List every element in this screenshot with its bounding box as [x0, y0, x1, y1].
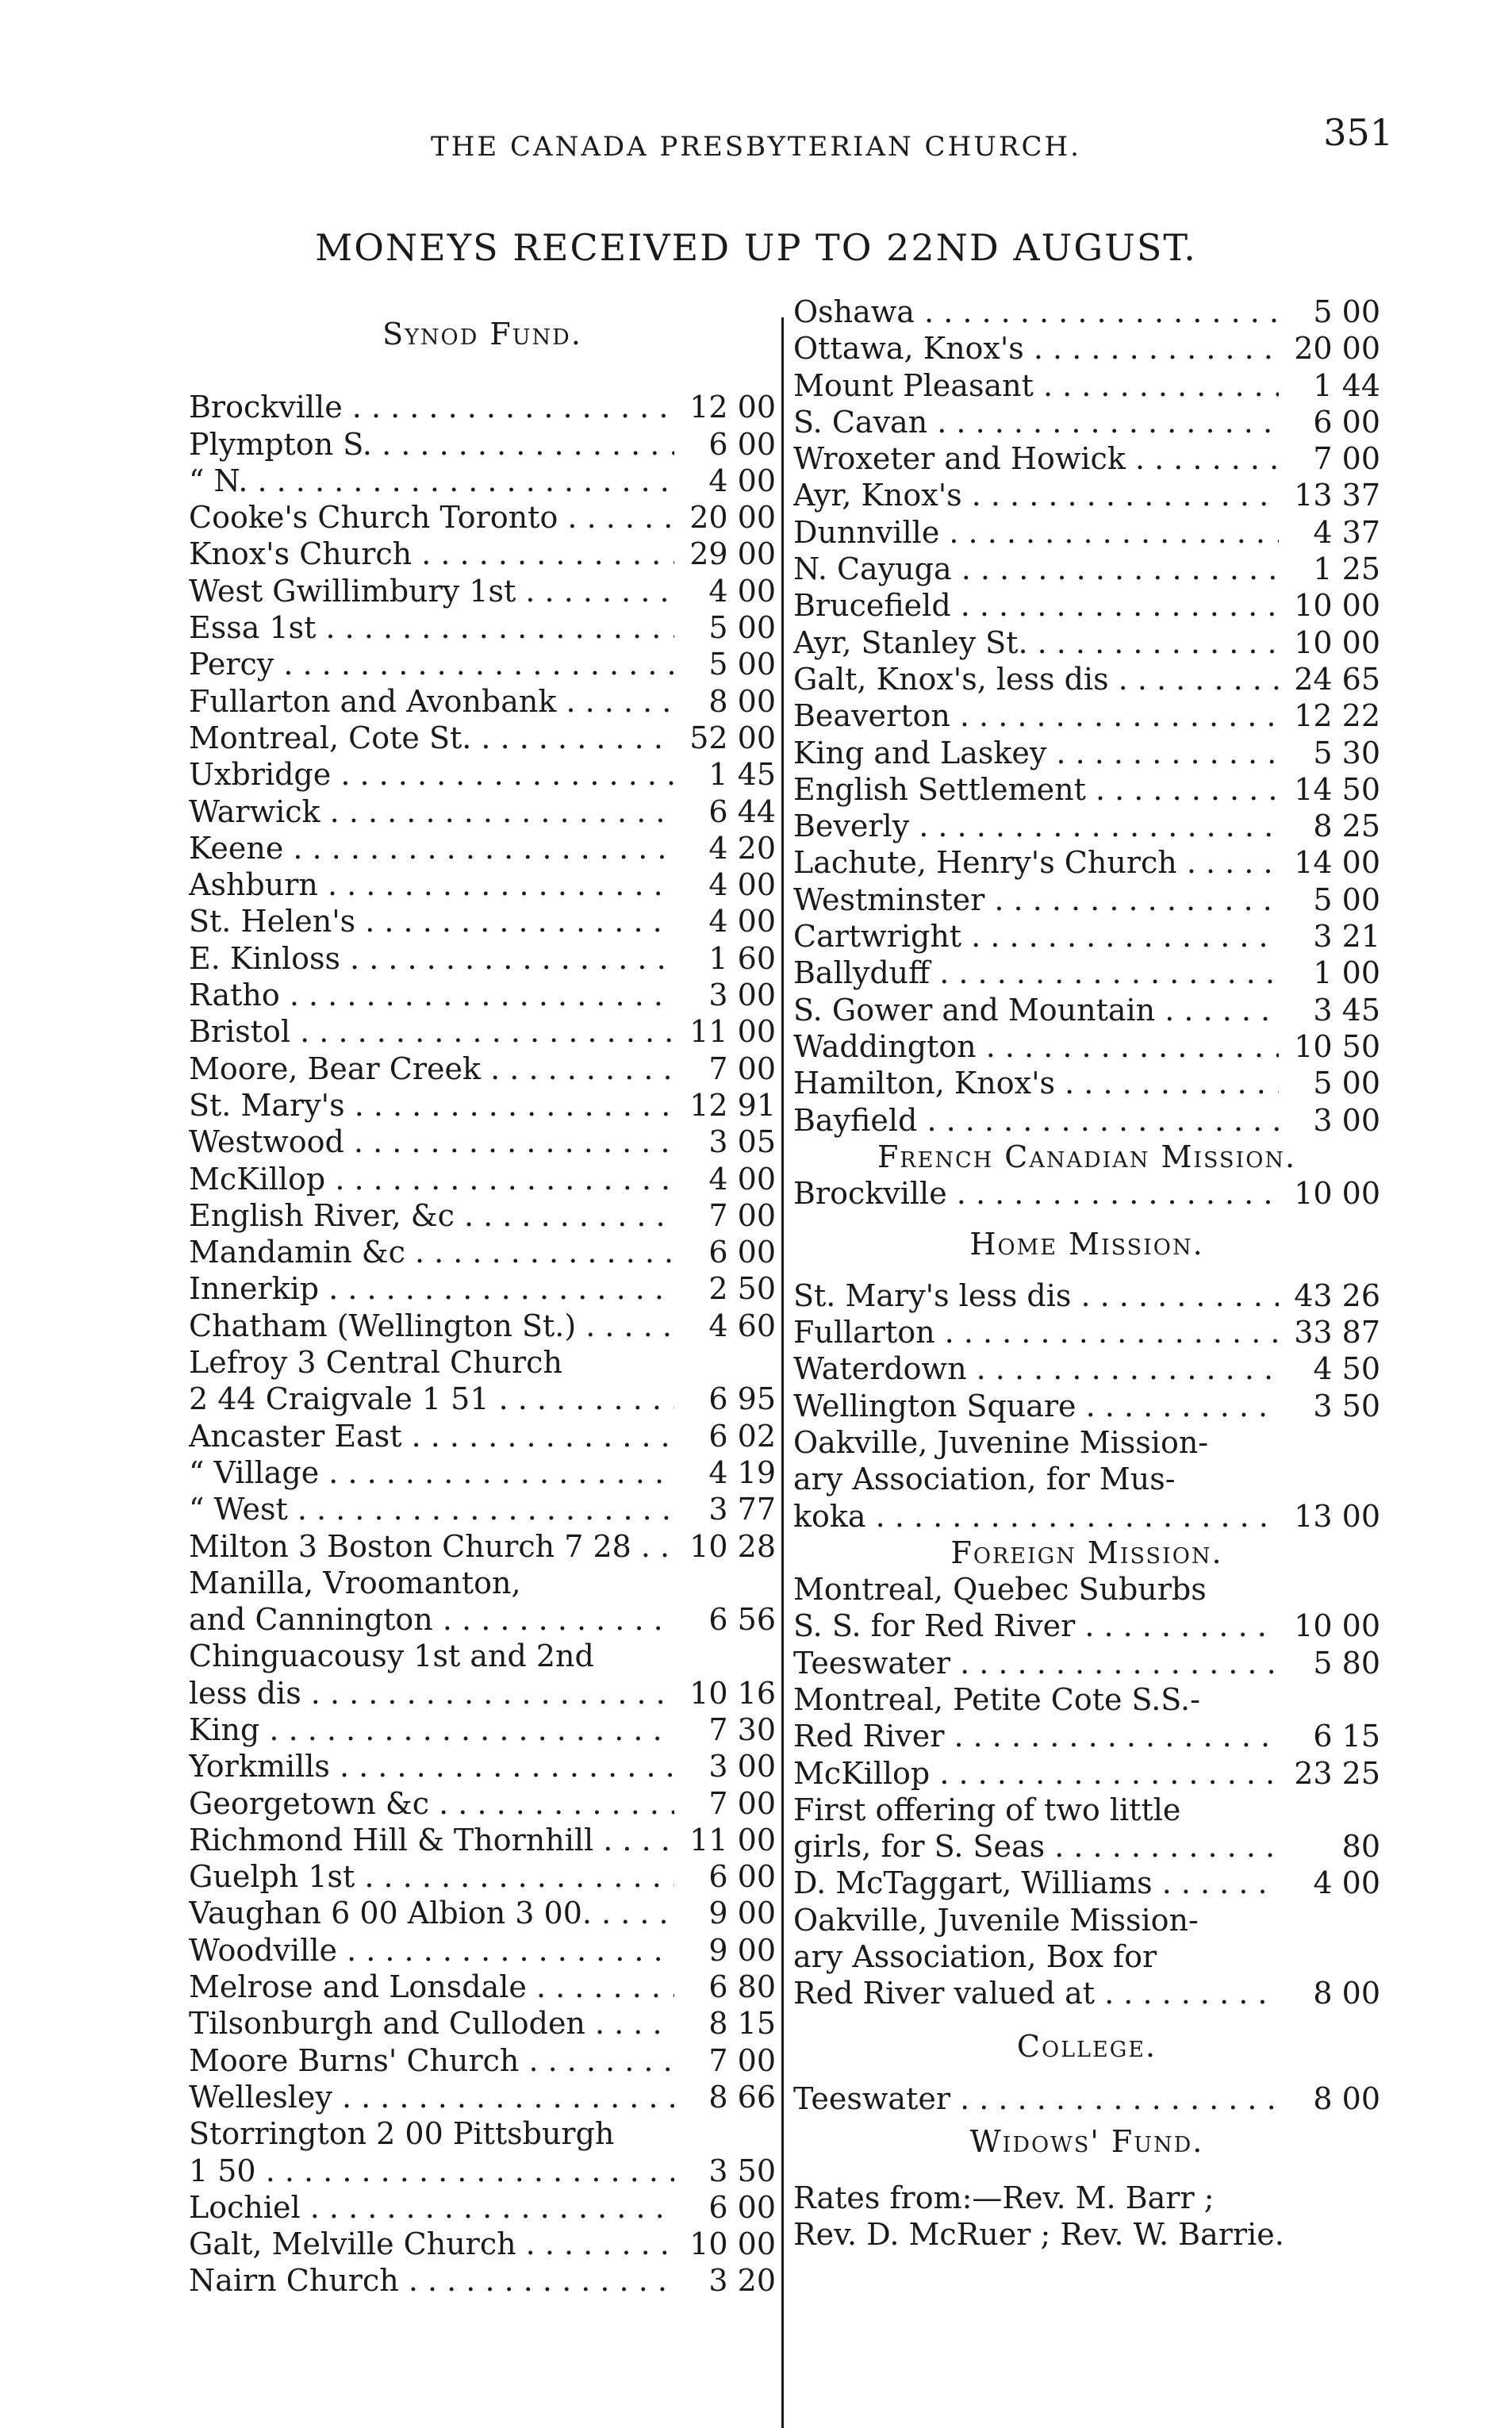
- entry-label: Georgetown &c . . .: [189, 1785, 674, 1822]
- entry-label: Westminster . . .: [793, 882, 1279, 918]
- entry-label: First offering of two little: [793, 1792, 1181, 1827]
- entry-label: Red River . . .: [793, 1718, 1279, 1754]
- right-column: [793, 294, 1380, 2253]
- entry-amount: 5 00: [1313, 1066, 1380, 1101]
- entry-amount: 6 80: [708, 1969, 776, 2005]
- list-item: [793, 1571, 1380, 1608]
- list-item: [189, 1969, 776, 2005]
- entry-amount: 24 65: [1294, 661, 1380, 697]
- entry-amount: 6 00: [708, 1859, 776, 1895]
- list-item: [793, 1975, 1380, 2011]
- entry-label: Vaughan 6 00 Albion 3 00. . . .: [189, 1895, 674, 1931]
- entry-label: Storrington 2 00 Pittsburgh: [189, 2116, 615, 2152]
- list-item: [793, 697, 1380, 734]
- list-item: [189, 1270, 776, 1307]
- entry-label: St. Helen's . . .: [189, 903, 674, 939]
- list-item: [189, 683, 776, 720]
- list-item: [189, 1308, 776, 1344]
- entry-amount: 14 50: [1294, 771, 1380, 807]
- entry-label: Plympton S. . . .: [189, 426, 674, 463]
- entry-label: Nairn Church . . .: [189, 2262, 674, 2299]
- list-item: [793, 330, 1380, 367]
- entry-label: McKillop . . .: [793, 1755, 1279, 1792]
- list-item: [793, 1102, 1380, 1139]
- entry-label: Guelph 1st . . .: [189, 1858, 674, 1895]
- entry-label: Bristol . . .: [189, 1013, 674, 1050]
- entry-label: and Cannington . . .: [189, 1601, 674, 1638]
- entry-amount: 3 50: [1313, 1388, 1380, 1423]
- list-item: [189, 903, 776, 939]
- list-item: [189, 1858, 776, 1895]
- list-item: [189, 940, 776, 977]
- entry-label: Bayfield . . .: [793, 1102, 1279, 1139]
- list-item: [793, 918, 1380, 955]
- list-item: [793, 1175, 1380, 1212]
- list-item: [189, 2153, 776, 2189]
- entry-amount: 8 00: [1313, 2080, 1380, 2116]
- list-item: [189, 1234, 776, 1270]
- list-item: [189, 2189, 776, 2226]
- list-item: [189, 1565, 776, 1601]
- entry-amount: 3 45: [1313, 992, 1380, 1028]
- entry-label: Melrose and Lonsdale . . .: [189, 1969, 674, 2005]
- entry-label: Westwood . . .: [189, 1124, 674, 1160]
- entry-amount: 10 00: [1294, 588, 1380, 624]
- entry-amount: 5 00: [1313, 882, 1380, 917]
- foreign-mission-list: [793, 1571, 1380, 2012]
- list-item: [189, 1051, 776, 1087]
- list-item: [189, 793, 776, 830]
- entry-label: E. Kinloss . . .: [189, 940, 674, 977]
- entry-amount: 6 02: [708, 1418, 776, 1454]
- list-item: [189, 1712, 776, 1748]
- entry-label: Beaverton . . .: [793, 697, 1279, 734]
- list-item: [189, 1675, 776, 1712]
- list-item: [189, 426, 776, 463]
- entry-label: Uxbridge . . .: [189, 756, 674, 793]
- widows-fund-text-2: Rev. D. McRuer ; Rev. W. Barrie.: [793, 2216, 1284, 2252]
- entry-amount: 8 66: [708, 2079, 776, 2115]
- list-item: [793, 1718, 1380, 1754]
- section-head-home-mission: Home Mission.: [969, 1227, 1204, 1262]
- entry-label: Montreal, Petite Cote S.S.-: [793, 1681, 1200, 1717]
- entry-amount: 1 45: [708, 757, 776, 793]
- entry-amount: 13 00: [1294, 1498, 1380, 1534]
- entry-label: Waterdown . . .: [793, 1350, 1279, 1387]
- entry-label: Ashburn . . .: [189, 866, 674, 903]
- entry-label: Dunnville . . .: [793, 514, 1279, 551]
- entry-label: Keene . . .: [189, 830, 674, 866]
- entry-label: less dis . . .: [189, 1675, 674, 1712]
- entry-amount: 3 05: [708, 1124, 776, 1160]
- list-item: [793, 367, 1380, 404]
- entry-amount: 43 26: [1294, 1277, 1380, 1313]
- entry-amount: 5 00: [708, 647, 776, 682]
- list-item: [793, 404, 1380, 440]
- list-item: [189, 1013, 776, 1050]
- list-item: [189, 1601, 776, 1638]
- list-item: [793, 1498, 1380, 1535]
- list-item: [793, 440, 1380, 477]
- entry-label: Richmond Hill & Thornhill . . .: [189, 1822, 674, 1858]
- list-item: [793, 844, 1380, 881]
- entry-label: Woodville . . .: [189, 1932, 674, 1969]
- entry-amount: 13 37: [1294, 478, 1380, 513]
- entry-amount: 10 50: [1294, 1028, 1380, 1064]
- list-item: [793, 2080, 1380, 2117]
- list-item: [793, 1828, 1380, 1865]
- list-item: [189, 1344, 776, 1381]
- list-item: [793, 771, 1380, 808]
- entry-label: Fullarton . . .: [793, 1314, 1279, 1350]
- entry-label: Manilla, Vroomanton,: [189, 1565, 521, 1600]
- entry-amount: 11 00: [689, 1014, 776, 1050]
- entry-label: Yorkmills . . .: [189, 1748, 674, 1785]
- list-item: [793, 551, 1380, 587]
- entry-label: S. Cavan . . .: [793, 404, 1279, 440]
- list-item: [189, 1822, 776, 1858]
- section-head-synod-fund: Synod Fund.: [382, 317, 582, 352]
- entry-amount: 1 60: [708, 940, 776, 976]
- entry-label: S. S. for Red River . . .: [793, 1608, 1279, 1644]
- entry-label: Brockville . . .: [189, 389, 674, 425]
- list-item: [189, 573, 776, 609]
- section-head-foreign-mission: Foreign Mission.: [950, 1535, 1223, 1570]
- list-item: [189, 1381, 776, 1417]
- list-item: [189, 720, 776, 756]
- entry-label: D. McTaggart, Williams . . .: [793, 1865, 1279, 1901]
- list-item: [793, 1277, 1380, 1314]
- entry-label: Galt, Knox's, less dis . . .: [793, 661, 1279, 697]
- entry-label: ary Association, for Mus-: [793, 1462, 1176, 1497]
- entry-label: Teeswater . . .: [793, 2080, 1279, 2117]
- list-item: [793, 1902, 1380, 1938]
- entry-label: Fullarton and Avonbank . . .: [189, 683, 674, 720]
- entry-amount: 1 00: [1313, 955, 1380, 991]
- entry-label: ary Association, Box for: [793, 1939, 1157, 1975]
- entry-label: Galt, Melville Church . . .: [189, 2226, 674, 2262]
- entry-label: 1 50 . . .: [189, 2153, 674, 2189]
- list-item: [189, 2005, 776, 2042]
- entry-amount: 5 00: [708, 610, 776, 646]
- entry-amount: 10 00: [689, 2226, 776, 2262]
- entry-label: Oshawa . . .: [793, 294, 1279, 330]
- entry-label: Essa 1st . . .: [189, 609, 674, 646]
- entry-amount: 4 00: [708, 463, 776, 498]
- entry-amount: 12 91: [689, 1087, 776, 1123]
- list-item: [793, 1792, 1380, 1828]
- entry-amount: 4 19: [708, 1454, 776, 1490]
- entry-amount: 2 50: [708, 1271, 776, 1307]
- entry-label: Cooke's Church Toronto . . .: [189, 499, 674, 536]
- entry-amount: 4 50: [1313, 1351, 1380, 1387]
- entry-amount: 8 15: [708, 2006, 776, 2042]
- entry-label: “ Village . . .: [189, 1454, 674, 1491]
- entry-label: Tilsonburgh and Culloden . . .: [189, 2005, 674, 2042]
- list-item: [189, 1932, 776, 1969]
- college-list: [793, 2080, 1380, 2117]
- entry-amount: 3 00: [1313, 1102, 1380, 1138]
- entry-label: Teeswater . . .: [793, 1645, 1279, 1681]
- list-item: [793, 1028, 1380, 1065]
- entry-amount: 6 95: [708, 1381, 776, 1417]
- entry-amount: 12 00: [689, 390, 776, 425]
- entry-amount: 9 00: [708, 1932, 776, 1968]
- entry-amount: 4 37: [1313, 514, 1380, 550]
- list-item: [189, 2115, 776, 2152]
- entry-label: Warwick . . .: [189, 793, 674, 830]
- entry-label: Wellesley . . .: [189, 2079, 674, 2115]
- entry-label: Lochiel . . .: [189, 2189, 674, 2226]
- entry-amount: 5 80: [1313, 1645, 1380, 1681]
- entry-amount: 6 44: [708, 793, 776, 829]
- entry-amount: 10 00: [1294, 624, 1380, 660]
- entry-label: Chinguacousy 1st and 2nd: [189, 1639, 594, 1674]
- entry-label: St. Mary's less dis . . .: [793, 1277, 1279, 1314]
- list-item: [793, 1865, 1380, 1901]
- entry-amount: 10 00: [1294, 1176, 1380, 1212]
- entry-label: Cartwright . . .: [793, 918, 1279, 955]
- entry-amount: 20 00: [689, 500, 776, 536]
- list-item: [793, 955, 1380, 991]
- list-item: [189, 646, 776, 682]
- entry-amount: 12 22: [1294, 698, 1380, 734]
- entry-label: 2 44 Craigvale 1 51 . . .: [189, 1381, 674, 1417]
- entry-label: Milton 3 Boston Church 7 28 . . .: [189, 1528, 674, 1565]
- left-column: [189, 316, 776, 2299]
- list-item: [189, 1161, 776, 1197]
- widows-fund-line-2: [793, 2216, 1380, 2253]
- entry-label: St. Mary's . . .: [189, 1087, 674, 1124]
- entry-label: Hamilton, Knox's . . .: [793, 1065, 1279, 1101]
- entry-amount: 4 00: [708, 1161, 776, 1197]
- list-item: [189, 866, 776, 903]
- list-item: [189, 389, 776, 425]
- entry-label: Beverly . . .: [793, 808, 1279, 844]
- entry-label: West Gwillimbury 1st . . .: [189, 573, 674, 609]
- entry-amount: 3 00: [708, 1749, 776, 1785]
- list-item: [793, 1681, 1380, 1718]
- list-item: [793, 587, 1380, 624]
- list-item: [793, 624, 1380, 661]
- entry-amount: 6 00: [1313, 404, 1380, 440]
- entry-amount: 80: [1341, 1829, 1380, 1865]
- entry-amount: 7 00: [1313, 441, 1380, 477]
- entry-amount: 6 00: [708, 1235, 776, 1270]
- list-item: [189, 1491, 776, 1527]
- list-item: [189, 609, 776, 646]
- entry-label: girls, for S. Seas . . .: [793, 1828, 1279, 1865]
- entry-label: Chatham (Wellington St.) . . .: [189, 1308, 674, 1344]
- list-item: [793, 1645, 1380, 1681]
- french-mission-list: [793, 1175, 1380, 1212]
- list-item: [189, 536, 776, 572]
- entry-amount: 33 87: [1294, 1315, 1380, 1350]
- entry-label: Ottawa, Knox's . . .: [793, 330, 1279, 367]
- entry-label: Wroxeter and Howick . . .: [793, 440, 1279, 477]
- entry-amount: 4 00: [708, 904, 776, 939]
- entry-label: “ West . . .: [189, 1491, 674, 1527]
- list-item: [793, 882, 1380, 918]
- column-divider: [781, 317, 784, 2428]
- entry-label: Percy . . .: [189, 646, 674, 682]
- entry-amount: 1 44: [1313, 367, 1380, 403]
- entry-amount: 4 00: [1313, 1865, 1380, 1901]
- list-item: [189, 1124, 776, 1160]
- entry-label: Waddington . . .: [793, 1028, 1279, 1065]
- entry-amount: 6 15: [1313, 1719, 1380, 1754]
- entry-label: Innerkip . . .: [189, 1270, 674, 1307]
- entry-amount: 8 25: [1313, 809, 1380, 844]
- entry-amount: 7 30: [708, 1712, 776, 1747]
- entry-label: N. Cayuga . . .: [793, 551, 1279, 587]
- synod-fund-list: [189, 389, 776, 2299]
- list-item: [189, 2226, 776, 2262]
- entry-label: koka . . .: [793, 1498, 1279, 1535]
- entry-label: King . . .: [189, 1712, 674, 1748]
- entry-amount: 5 00: [1313, 294, 1380, 329]
- entry-amount: 3 20: [708, 2263, 776, 2299]
- entry-amount: 10 28: [689, 1528, 776, 1564]
- home-mission-list: [793, 1277, 1380, 1535]
- list-item: [189, 1748, 776, 1785]
- entry-label: Red River valued at . . .: [793, 1975, 1279, 2011]
- entry-label: Montreal, Cote St. . . .: [189, 720, 674, 756]
- list-item: [189, 1454, 776, 1491]
- list-item: [189, 1418, 776, 1454]
- entry-amount: 4 00: [708, 867, 776, 903]
- entry-label: S. Gower and Mountain . . .: [793, 992, 1279, 1028]
- entry-label: Knox's Church . . .: [189, 536, 674, 572]
- entry-amount: 3 00: [708, 978, 776, 1013]
- entry-label: Moore, Bear Creek . . .: [189, 1051, 674, 1087]
- entry-amount: 20 00: [1294, 331, 1380, 367]
- entry-amount: 6 56: [708, 1602, 776, 1638]
- entry-label: Ballyduff . . .: [793, 955, 1279, 991]
- entry-amount: 4 00: [708, 573, 776, 609]
- entry-label: McKillop . . .: [189, 1161, 674, 1197]
- entry-label: Ayr, Stanley St. . . .: [793, 624, 1279, 661]
- entry-label: Lachute, Henry's Church . . .: [793, 844, 1279, 881]
- entry-label: Brucefield . . .: [793, 587, 1279, 624]
- list-item: [189, 830, 776, 866]
- entry-amount: 7 00: [708, 2042, 776, 2078]
- entry-amount: 3 77: [708, 1492, 776, 1527]
- entry-amount: 1 25: [1313, 551, 1380, 587]
- list-item: [793, 1350, 1380, 1387]
- list-item: [189, 1785, 776, 1822]
- entry-label: Ancaster East . . .: [189, 1418, 674, 1454]
- entry-label: Oakville, Juvenine Mission-: [793, 1424, 1209, 1460]
- entry-amount: 8 00: [1313, 1976, 1380, 2011]
- list-item: [793, 1755, 1380, 1792]
- list-item: [189, 2042, 776, 2079]
- running-head: THE CANADA PRESBYTERIAN CHURCH.: [431, 131, 1081, 163]
- entry-amount: 6 00: [708, 2189, 776, 2225]
- list-item: [793, 808, 1380, 844]
- entry-amount: 29 00: [689, 536, 776, 572]
- entry-amount: 9 00: [708, 1896, 776, 1931]
- entry-label: King and Laskey . . .: [793, 735, 1279, 771]
- section-head-widows-fund: Widows' Fund.: [969, 2124, 1204, 2160]
- list-item: [189, 977, 776, 1013]
- entry-label: English Settlement . . .: [793, 771, 1279, 808]
- entry-amount: 11 00: [689, 1822, 776, 1857]
- entry-amount: 52 00: [689, 720, 776, 755]
- list-item: [793, 294, 1380, 330]
- entry-label: “ N. . . .: [189, 463, 674, 499]
- entry-amount: 3 50: [708, 2153, 776, 2188]
- entry-amount: 4 60: [708, 1308, 776, 1343]
- entry-label: Ratho . . .: [189, 977, 674, 1013]
- list-item: [189, 1197, 776, 1234]
- entry-label: Ayr, Knox's . . .: [793, 477, 1279, 513]
- list-item: [793, 1424, 1380, 1461]
- entry-label: Wellington Square . . .: [793, 1388, 1279, 1424]
- entry-label: Montreal, Quebec Suburbs: [793, 1572, 1207, 1608]
- entry-amount: 7 00: [708, 1785, 776, 1821]
- list-item: [189, 2079, 776, 2115]
- entry-label: English River, &c . . .: [189, 1197, 674, 1234]
- entry-amount: 3 21: [1313, 919, 1380, 955]
- list-item: [793, 661, 1380, 697]
- list-item: [189, 1638, 776, 1674]
- list-item: [189, 463, 776, 499]
- entry-amount: 8 00: [708, 683, 776, 719]
- page-title: MONEYS RECEIVED UP TO 22ND AUGUST.: [315, 226, 1197, 269]
- entry-amount: 7 00: [708, 1051, 776, 1086]
- widows-fund-text-1: Rates from:—Rev. M. Barr ;: [793, 2180, 1215, 2215]
- widows-fund-line-1: [793, 2180, 1380, 2216]
- page-number: 351: [1323, 111, 1393, 154]
- entry-amount: 23 25: [1294, 1755, 1380, 1791]
- list-item: [189, 1087, 776, 1124]
- list-item: [793, 477, 1380, 513]
- list-item: [189, 2262, 776, 2299]
- list-item: [793, 1608, 1380, 1644]
- entry-label: Mandamin &c . . .: [189, 1234, 674, 1270]
- list-item: [793, 1938, 1380, 1975]
- list-item: [189, 499, 776, 536]
- entry-label: Mount Pleasant . . .: [793, 367, 1279, 404]
- entry-label: Lefroy 3 Central Church: [189, 1345, 562, 1381]
- list-item: [793, 1388, 1380, 1424]
- list-item: [189, 1528, 776, 1565]
- list-item: [793, 992, 1380, 1028]
- section-head-french-canadian-mission: French Canadian Mission.: [877, 1139, 1297, 1174]
- section-head-college: College.: [1016, 2028, 1157, 2064]
- list-item: [793, 1065, 1380, 1101]
- list-item: [189, 756, 776, 793]
- entry-label: Brockville . . .: [793, 1175, 1279, 1212]
- list-item: [793, 735, 1380, 771]
- list-item: [189, 1895, 776, 1931]
- entry-amount: 14 00: [1294, 845, 1380, 881]
- entry-amount: 10 16: [689, 1675, 776, 1711]
- entry-label: Moore Burns' Church . . .: [189, 2042, 674, 2079]
- entry-amount: 5 30: [1313, 735, 1380, 770]
- entry-amount: 7 00: [708, 1197, 776, 1233]
- entry-amount: 6 00: [708, 426, 776, 462]
- synod-fund-continued-list: [793, 294, 1380, 1139]
- entry-amount: 4 20: [708, 830, 776, 866]
- list-item: [793, 514, 1380, 551]
- list-item: [793, 1314, 1380, 1350]
- entry-amount: 10 00: [1294, 1608, 1380, 1644]
- entry-label: Oakville, Juvenile Mission-: [793, 1902, 1199, 1938]
- list-item: [793, 1461, 1380, 1497]
